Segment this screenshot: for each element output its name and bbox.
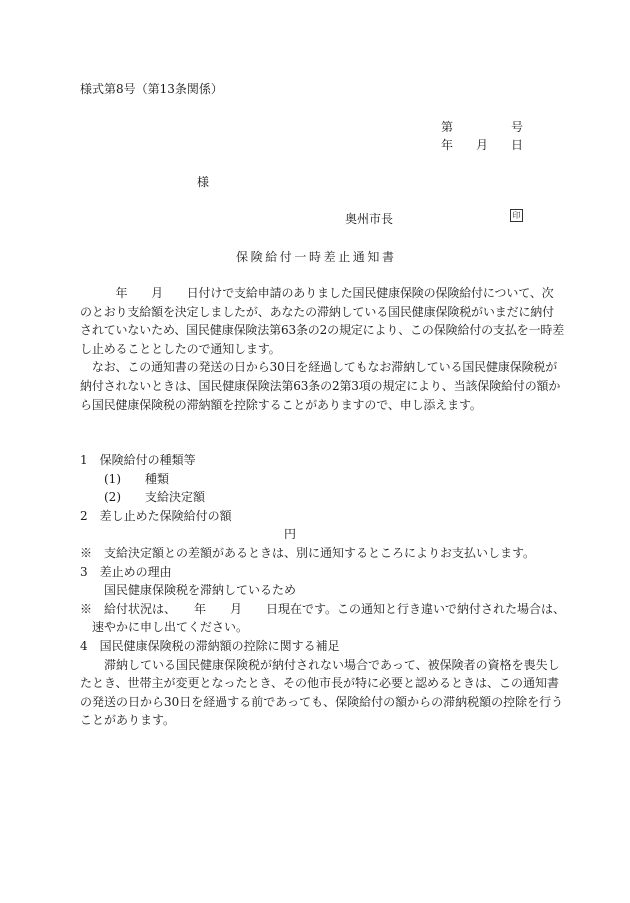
list-item: ことがあります。 bbox=[80, 713, 176, 728]
item-list bbox=[80, 451, 566, 730]
body-line: なお、この通知書の発送の日から30日を経過してもなお滞納している国民健康保険税が bbox=[80, 360, 558, 375]
list-item: 3 差止めの理由 bbox=[80, 564, 172, 579]
list-item: ※ 給付状況は、 年 月 日現在です。この通知と行き違いで納付された場合は、 bbox=[80, 601, 566, 616]
date-day: 日 bbox=[511, 138, 524, 152]
list-item: たとき、世帯主が変更となったとき、その他市長が特に必要と認めるときは、この通知書 bbox=[80, 676, 560, 691]
body-line: 納付されないときは、国民健康保険法第63条の2第3項の規定により、当該保険給付の額か bbox=[80, 378, 561, 393]
list-item: 円 bbox=[80, 527, 297, 542]
body-line: 年 月 日付けで支給申請のありました国民健康保険の保険給付について、次 bbox=[80, 286, 554, 300]
body-line: ら国民健康保険税の滞納額を控除することがありますので、申し添えます。 bbox=[80, 397, 482, 412]
doc-number-suffix: 号 bbox=[511, 120, 524, 134]
document-title: 保険給付一時差止通知書 bbox=[236, 250, 397, 264]
list-item: ※ 支給決定額との差額があるときは、別に通知するところによりお支払いします。 bbox=[80, 545, 536, 560]
list-item: 速やかに申し出てください。 bbox=[80, 620, 249, 635]
form-label: 様式第8号（第13条関係） bbox=[80, 82, 223, 96]
doc-number-prefix: 第 bbox=[441, 120, 454, 134]
seal-mark: 印 bbox=[510, 209, 523, 222]
list-item: 滞納している国民健康保険税が納付されない場合であって、被保険者の資格を喪失し bbox=[80, 657, 560, 672]
list-item: 国民健康保険税を滞納しているため bbox=[80, 583, 297, 598]
list-item: 4 国民健康保険税の滞納額の控除に関する補足 bbox=[80, 638, 340, 653]
issuer-name: 奥州市長 bbox=[345, 212, 394, 226]
list-item: (1) 種類 bbox=[80, 471, 169, 486]
list-item: (2) 支給決定額 bbox=[80, 490, 205, 505]
list-item: 2 差し止めた保険給付の額 bbox=[80, 508, 232, 523]
body-line: し止めることとしたので通知します。 bbox=[80, 341, 281, 356]
addressee-suffix: 様 bbox=[197, 175, 210, 189]
list-item: の発送の日から30日を経過する前であっても、保険給付の額からの滞納税額の控除を行う bbox=[80, 694, 564, 709]
date-year: 年 bbox=[441, 138, 454, 152]
date-month: 月 bbox=[476, 138, 489, 152]
body-line: のとおり支給額を決定しましたが、あなたの滞納している国民健康保険税がいまだに納付 bbox=[80, 304, 555, 319]
list-item: 1 保険給付の種類等 bbox=[80, 453, 196, 467]
body-line: されていないため、国民健康保険法第63条の2の規定により、この保険給付の支払を一時差 bbox=[80, 323, 565, 338]
body-text bbox=[80, 284, 565, 414]
